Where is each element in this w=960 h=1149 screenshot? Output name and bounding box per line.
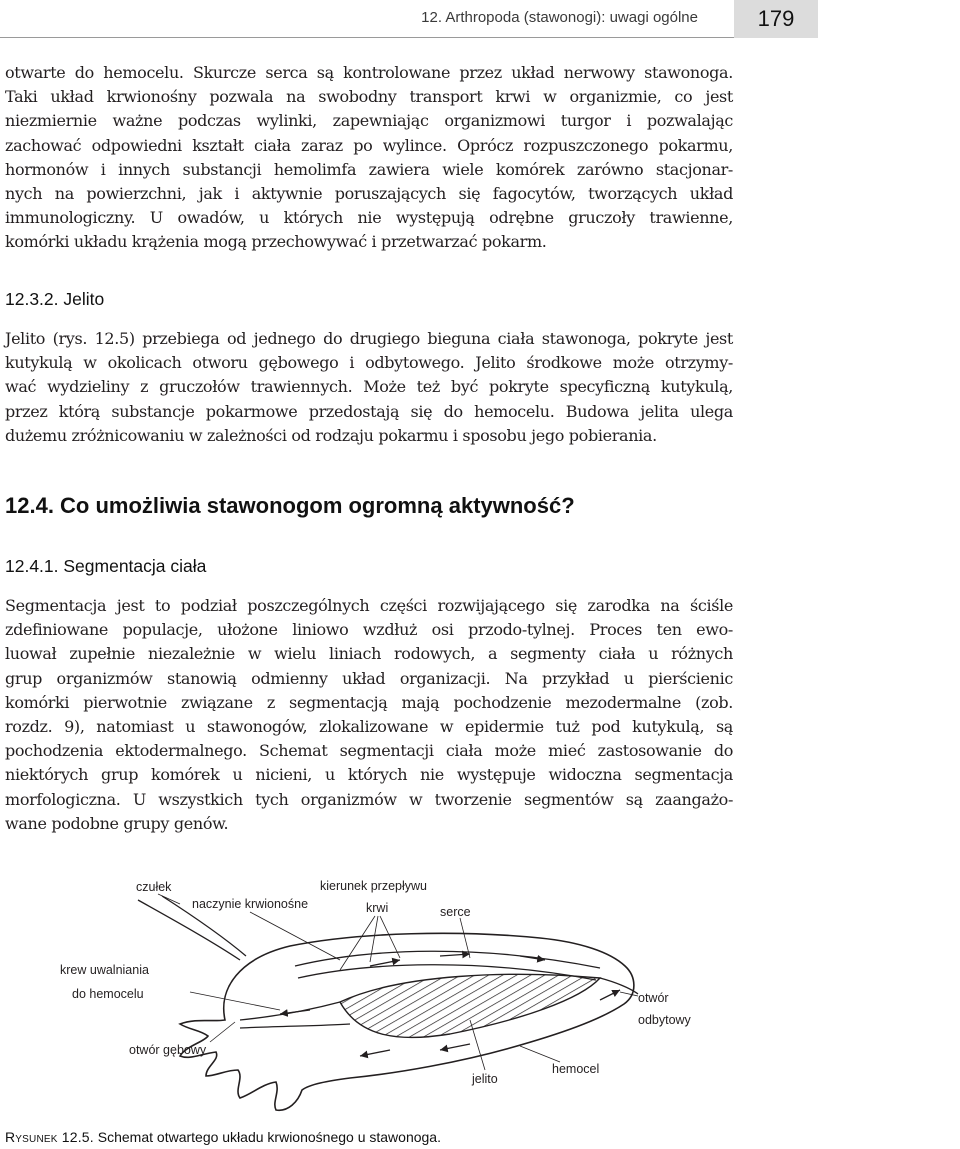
paragraph-segmentacja <box>5 594 733 836</box>
page-header <box>0 0 960 38</box>
text-line: dużemu zróżnicowaniu w zależności od rodzaju pokarmu i sposobu jego pobierania. <box>5 425 657 445</box>
flow-arrow <box>360 1050 390 1056</box>
text-line: rozdz. 9), natomiast u stawonogów, zlokalizowane w epidermie tuż pod kutykulą, są <box>5 717 733 737</box>
leader-line <box>190 992 280 1010</box>
text-line: otwarte do hemocelu. Skurcze serca są kontrolowane przez układ nerwowy stawonoga. <box>5 63 733 82</box>
section-heading-jelito: 12.3.2. Jelito <box>5 289 105 309</box>
label-krew-2: do hemocelu <box>72 987 144 1001</box>
flow-arrow <box>600 990 620 1000</box>
leader-line <box>380 916 400 958</box>
text-line: zdefiniowane populacje, ułożone liniowo wzdłuż osi przodo-tylnej. Proces ten ewo- <box>5 620 733 640</box>
flow-arrow <box>440 954 470 956</box>
label-otwor-odbytowy-1: otwór <box>638 991 669 1005</box>
figure-caption <box>5 1129 441 1145</box>
label-otwor-gebowy: otwór gębowy <box>129 1043 207 1057</box>
caption-label: Rysunek 12.5. <box>5 1129 94 1145</box>
leader-line <box>250 912 340 960</box>
page-number: 179 <box>757 6 795 31</box>
caption-text: Schemat otwartego układu krwionośnego u stawonoga. <box>97 1129 441 1145</box>
flow-arrow <box>280 1010 310 1014</box>
text-line: Segmentacja jest to podział poszczególnych części rozwijającego się zarodka na ściśle <box>5 596 733 615</box>
text-line: Jelito (rys. 12.5) przebiega od jednego do drugiego bieguna ciała stawonoga, pokryte jest <box>5 329 733 348</box>
text-line: niektórych grup komórek u nicieni, u których nie występuje widoczna segmentacja <box>5 765 733 785</box>
text-line: wane podobne grupy genów. <box>5 813 229 833</box>
text-line: hormonów i innych substancji hemolimfa zawiera wiele komórek zarówno stacjonar- <box>5 159 733 179</box>
text-line: Taki układ krwionośny pozwala na swobodny transport krwi w organizmie, co jest <box>5 87 733 107</box>
label-jelito: jelito <box>472 1072 498 1086</box>
label-otwor-odbytowy-2: odbytowy <box>638 1013 691 1027</box>
text-line: niezmiernie ważne podczas wylinki, zapewniając organizmowi turgor i pozwalając <box>5 111 733 131</box>
leader-line <box>370 916 378 962</box>
paragraph-circulation <box>5 61 733 255</box>
chapter-section-heading: 12.4. Co umożliwia stawonogom ogromną aktywność? <box>5 493 575 518</box>
text-line: kutykulą w okolicach otworu gębowego i odbytowego. Jelito środkowe może otrzymy- <box>5 353 733 373</box>
text-line: nych na powierzchni, jak i aktywnie poruszających się fagocytów, tworzących układ <box>5 184 733 204</box>
text-line: luował zupełnie niezależnie w wielu liniach rodowych, a segmenty ciała u różnych <box>5 644 733 664</box>
text-line: wać wydzieliny z gruczołów trawiennych. Może też być pokryte specyficzną kutykulą, <box>5 377 733 397</box>
section-heading-segmentacja: 12.4.1. Segmentacja ciała <box>5 556 207 576</box>
label-krew-1: krew uwalniania <box>60 963 149 977</box>
leader-line <box>158 894 180 904</box>
header-rule <box>0 37 734 38</box>
heart-vessel <box>295 951 600 968</box>
label-kierunek-1: kierunek przepływu <box>320 879 427 893</box>
text-line: grup organizmów stanowią odmienny układ organizacji. Na przykład u pierścienic <box>5 668 733 688</box>
text-line: komórki układu krążenia mogą przechowywać i przetwarzać pokarm. <box>5 232 547 252</box>
label-serce: serce <box>440 905 471 919</box>
text-line: pochodzenia ektodermalnego. Schemat segmentacji ciała może mieć zastosowanie do <box>5 741 733 761</box>
paragraph-jelito <box>5 327 733 448</box>
figure-circulatory-diagram <box>40 870 740 1120</box>
text-line: komórki pierwotnie związane z segmentacją mają pochodzenie mezodermalne (zob. <box>5 692 733 712</box>
leader-line <box>210 1022 235 1042</box>
page-number-box <box>734 0 818 38</box>
leader-line <box>520 1046 560 1062</box>
label-kierunek-2: krwi <box>366 901 389 915</box>
text-line: przez którą substancje pokarmowe przedostają się do hemocelu. Budowa jelita ulega <box>5 401 733 421</box>
running-title: 12. Arthropoda (stawonogi): uwagi ogólne <box>421 9 698 26</box>
label-hemocel: hemocel <box>552 1062 600 1076</box>
label-naczynie: naczynie krwionośne <box>192 897 309 911</box>
gut <box>340 974 600 1037</box>
text-line: zachować odpowiedni kształt ciała zaraz po wylince. Oprócz rozpuszczonego pokarmu, <box>5 135 733 155</box>
label-czulek: czułek <box>136 880 172 894</box>
text-line: morfologiczna. U wszystkich tych organizmów w tworzenie segmentów są zaangażo- <box>5 789 733 809</box>
flow-arrow <box>440 1044 470 1050</box>
gut-tube <box>240 1024 350 1028</box>
text-line: immunologiczny. U owadów, u których nie występują odrębne gruczoły trawienne, <box>5 208 733 228</box>
